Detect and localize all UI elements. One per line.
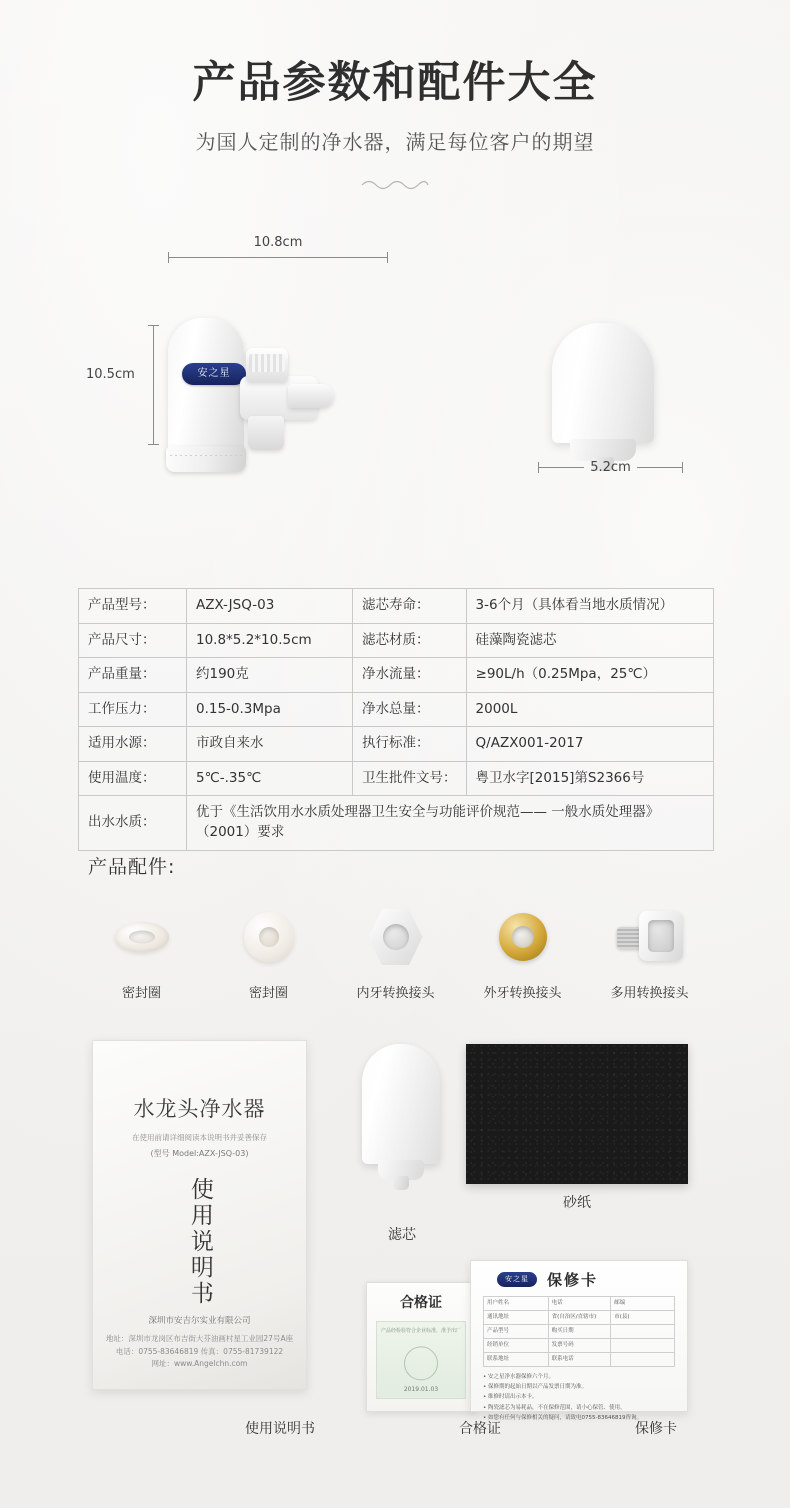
warranty-note: • 安之星净水器保修六个月。 [483,1374,554,1380]
dimension-height-cap-bottom [148,444,159,445]
dimension-height-cap-top [148,325,159,326]
warranty-cell: 经销单位 [484,1339,549,1352]
spec-value: 10.8*5.2*10.5cm [187,623,353,658]
brand-logo: 安之星 [182,363,246,385]
spec-key: 适用水源： [79,727,187,762]
table-row [484,1311,674,1325]
warranty-note: • 维修时请出示本卡。 [483,1394,538,1401]
brass-ring-icon [459,898,586,976]
purifier-spout [288,384,334,408]
manual-subtitle: 在使用前请详细阅读本说明书并妥善保存 [132,1133,267,1142]
accessories-title: 产品配件: [88,856,176,878]
warranty-cell: 购买日期 [549,1325,612,1338]
spec-key: 净水总量： [353,692,467,727]
warranty-caption: 保修卡 [635,1421,677,1437]
warranty-card [470,1260,688,1421]
certificate-card [366,1282,476,1412]
warranty-cell [611,1353,674,1366]
page-subtitle: 为国人定制的净水器，满足每位客户的期望 [195,129,595,154]
manual-website: 网址：www.Angelchn.com [151,1359,248,1369]
list-item [459,898,586,1001]
spec-key: 产品尺寸： [79,623,187,658]
warranty-notes [483,1372,675,1423]
table-row [484,1353,674,1367]
warranty-header [471,1261,687,1296]
manual-caption: 使用说明书 [245,1421,315,1437]
list-item [332,898,459,1001]
spec-value: 5℃-.35℃ [187,761,353,796]
page-title: 产品参数和配件大全 [192,58,598,108]
certificate-date: 2019.01.03 [403,1386,439,1393]
warranty-cell: 联系地址 [484,1353,549,1366]
warranty-table [483,1296,675,1367]
spec-table-wrapper [78,588,714,851]
dimension-height-line [153,325,154,445]
manual-phone: 电话：0755-83646819 传真：0755-81739122 [115,1346,284,1356]
purifier-bottom-cap [166,446,246,472]
spec-value: Q/AZX001-2017 [466,727,713,762]
spec-value: ≥90L/h（0.25Mpa，25℃） [466,658,713,693]
dimension-height-label: 10.5cm [86,366,135,382]
manual-big-text: 使用说明书 [186,1177,213,1307]
manual-company: 深圳市安吉尔实业有限公司 [148,1316,251,1327]
dimension-cartridge-width [538,460,683,475]
spec-key: 使用温度： [79,761,187,796]
purifier-knob [246,348,288,382]
spec-key: 执行标准： [353,727,467,762]
spec-value: 约190克 [187,658,353,693]
warranty-cell [611,1325,674,1338]
table-row [484,1325,674,1339]
table-row [79,796,714,850]
warranty-title: 保修卡 [547,1271,599,1289]
dimension-cartridge-width-label: 5.2cm [590,459,631,475]
warranty-cell: 邮编 [614,1300,626,1306]
dimension-height [86,325,164,445]
page-header [0,0,790,195]
certificate-seal-icon [404,1346,438,1380]
manual-title: 水龙头净水器 [133,1097,266,1121]
sandpaper-label: 砂纸 [563,1195,591,1211]
product-photo-area [0,213,790,513]
table-row [484,1339,674,1353]
spec-table [78,588,714,851]
manual-footer [93,1314,306,1371]
spec-value: 优于《生活饮用水水质处理器卫生安全与功能评价规范—— 一般水质处理器》（2001）要求 [187,796,714,850]
spec-key: 滤芯寿命： [353,589,467,624]
list-item [205,898,332,1001]
spec-key: 工作压力： [79,692,187,727]
spec-key: 卫生批件文号： [353,761,467,796]
spec-value: 硅藻陶瓷滤芯 [466,623,713,658]
dimension-width-line [168,252,388,262]
table-row [79,727,714,762]
wave-divider-icon [360,177,430,191]
accessories-row [78,898,714,1001]
spec-value: 3-6个月（具体看当地水质情况） [466,589,713,624]
spec-value: 0.15-0.3Mpa [187,692,353,727]
sandpaper-photo [466,1044,688,1184]
accessory-label: 内牙转换接头 [356,986,435,1001]
faucet-purifier-illustration [160,318,390,493]
warranty-cell: 联系电话 [549,1353,612,1366]
warranty-note: • 陶瓷滤芯为易耗品，不在保修范围，请小心保管、使用。 [483,1404,626,1411]
certificate-title: 合格证 [400,1295,442,1311]
list-item [78,898,205,1001]
spec-key: 产品型号： [79,589,187,624]
table-row [79,589,714,624]
multi-adapter-icon [586,898,713,976]
warranty-note: • 如您有任何与保修相关的疑问，请致电0755-83646819咨询。 [483,1414,642,1421]
warranty-cell: 电话 [549,1297,612,1310]
purifier-body [168,318,244,458]
spec-key: 出水水质： [79,796,187,850]
warranty-cell: 市(县) [614,1314,630,1320]
cartridge-body [552,323,654,443]
filter-cartridge-photo [360,1044,444,1214]
filter-label: 滤芯 [388,1227,416,1243]
warranty-cell: 用户姓名 [484,1297,549,1310]
certificate-caption: 合格证 [459,1421,501,1437]
dimension-width [168,235,388,262]
spec-key: 产品重量： [79,658,187,693]
table-row [79,761,714,796]
accessory-label: 外牙转换接头 [483,986,562,1001]
manual-model: (型号 Model:AZX-JSQ-03) [150,1149,249,1158]
warranty-cell: 发票号码 [549,1339,612,1352]
certificate-body-text: 产品经检验符合企业标准，准予出厂 [381,1328,462,1334]
manual-address: 地址：深圳市龙岗区布吉街大芬油画村星工业园27号A座 [105,1333,294,1343]
list-item [586,898,713,1001]
spec-value: 市政自来水 [187,727,353,762]
warranty-note: • 保修期的起始日期以产品发票日期为准。 [483,1384,587,1391]
seal-ring-round-icon [205,898,332,976]
seal-ring-flat-icon [78,898,205,976]
table-row [79,692,714,727]
dimension-width-label: 10.8cm [253,234,303,250]
hex-nut-icon [332,898,459,976]
accessory-label: 多用转换接头 [610,986,689,1001]
table-row [79,658,714,693]
spec-value: 2000L [466,692,713,727]
purifier-neck [248,416,284,450]
spec-value: 粤卫水字[2015]第S2366号 [466,761,713,796]
warranty-cell: 产品型号 [484,1325,549,1338]
warranty-brand-logo: 安之星 [497,1272,537,1287]
spec-key: 滤芯材质： [353,623,467,658]
certificate-body [376,1321,466,1399]
warranty-cell: 通讯地址 [484,1311,549,1324]
warranty-cell [611,1339,674,1352]
table-row [484,1297,674,1311]
table-row [79,623,714,658]
accessory-label: 密封圈 [248,986,288,1001]
warranty-cell: 省(自治区/直辖市) [549,1311,612,1324]
spec-value: AZX-JSQ-03 [187,589,353,624]
spec-key: 净水流量： [353,658,467,693]
manual-booklet [92,1040,307,1390]
accessory-label: 密封圈 [121,986,161,1001]
